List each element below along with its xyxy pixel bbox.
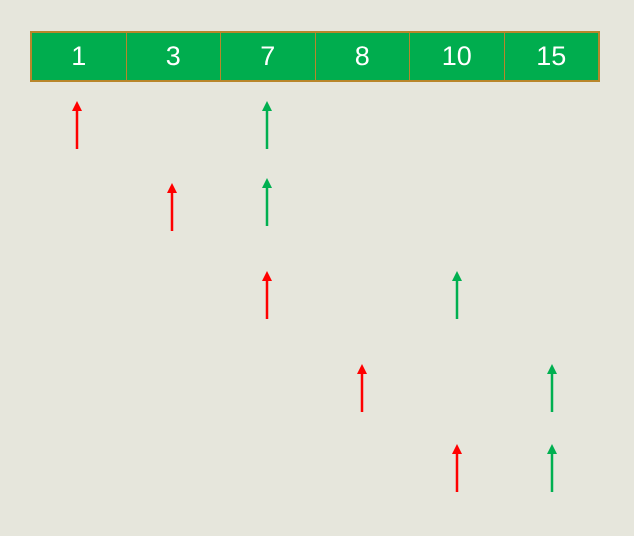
left-pointer-arrow-step-3-head xyxy=(262,271,272,281)
right-pointer-arrow-step-4-head xyxy=(547,364,557,374)
left-pointer-arrow-step-1 xyxy=(72,101,82,149)
right-pointer-arrow-step-3 xyxy=(452,271,462,319)
array-cell-4: 10 xyxy=(410,33,505,80)
left-pointer-arrow-step-2 xyxy=(167,183,177,231)
array-cell-5: 15 xyxy=(505,33,599,80)
right-pointer-arrow-step-3-head xyxy=(452,271,462,281)
left-pointer-arrow-step-4-head xyxy=(357,364,367,374)
right-pointer-arrow-step-5-head xyxy=(547,444,557,454)
right-pointer-arrow-step-2-head xyxy=(262,178,272,188)
right-pointer-arrow-step-4 xyxy=(547,364,557,412)
array-cell-1: 3 xyxy=(127,33,222,80)
left-pointer-arrow-step-4 xyxy=(357,364,367,412)
right-pointer-arrow-step-1 xyxy=(262,101,272,149)
right-pointer-arrow-step-2 xyxy=(262,178,272,226)
left-pointer-arrow-step-2-head xyxy=(167,183,177,193)
array-cell-2: 7 xyxy=(221,33,316,80)
array-cell-3: 8 xyxy=(316,33,411,80)
left-pointer-arrow-step-5-head xyxy=(452,444,462,454)
array-cell-0: 1 xyxy=(32,33,127,80)
left-pointer-arrow-step-5 xyxy=(452,444,462,492)
left-pointer-arrow-step-1-head xyxy=(72,101,82,111)
right-pointer-arrow-step-5 xyxy=(547,444,557,492)
right-pointer-arrow-step-1-head xyxy=(262,101,272,111)
left-pointer-arrow-step-3 xyxy=(262,271,272,319)
